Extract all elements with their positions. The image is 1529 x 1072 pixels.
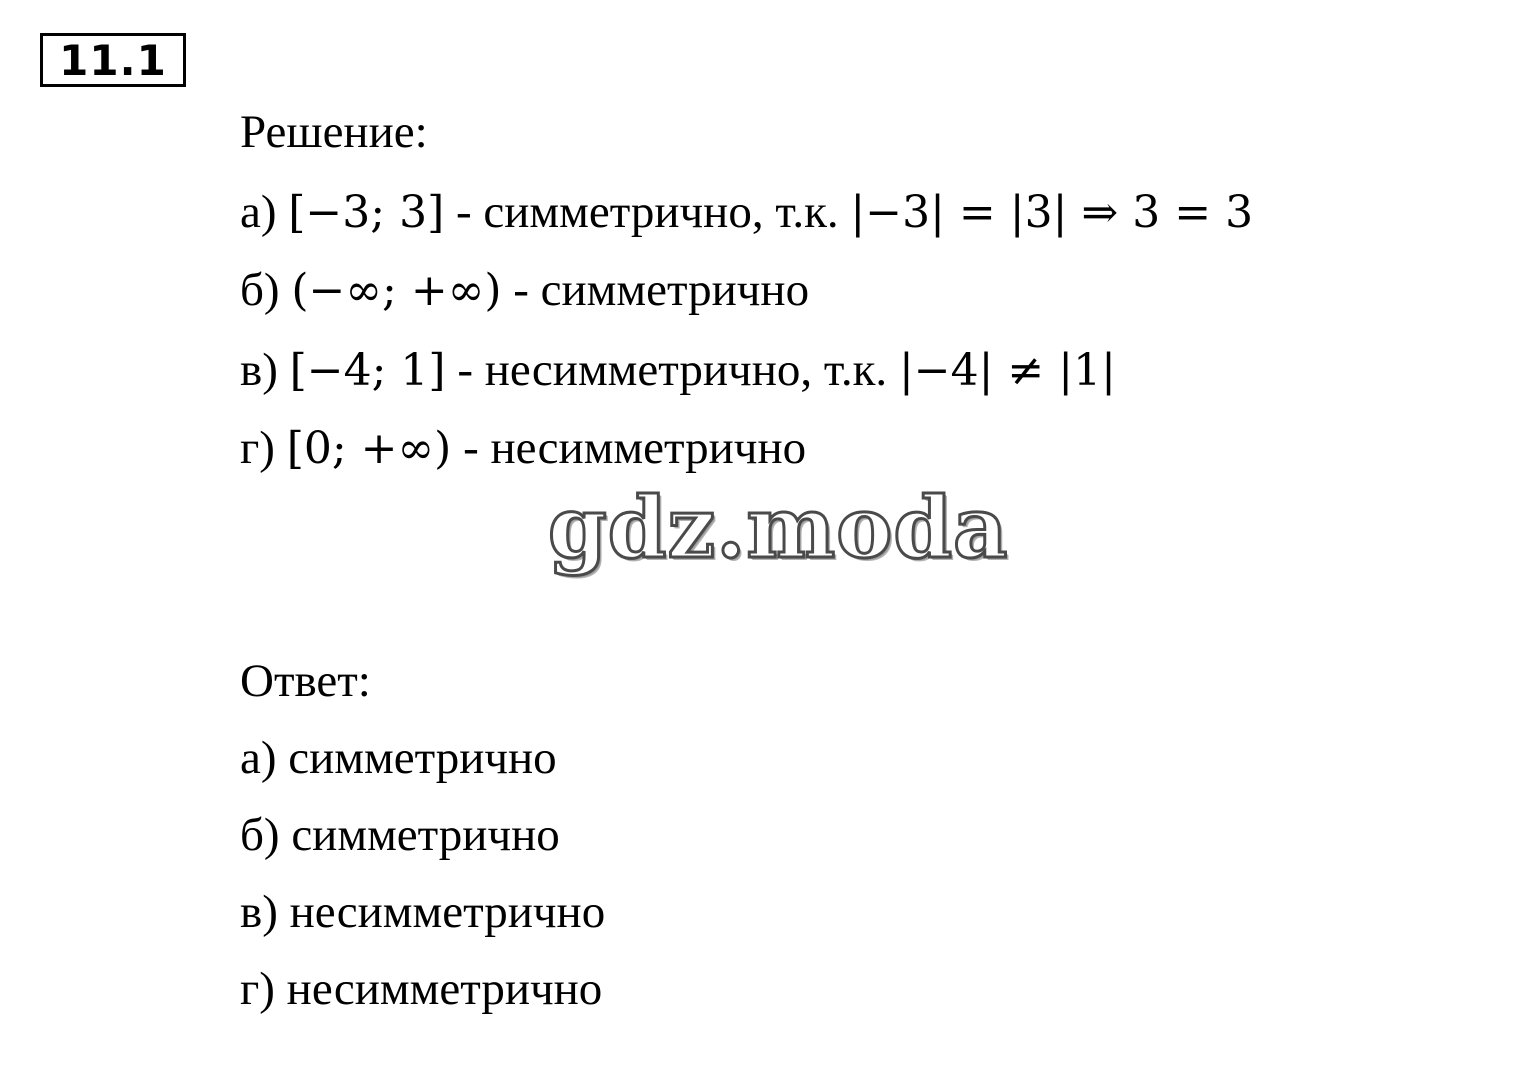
item-text: - несимметрично, т.к.	[445, 344, 899, 396]
interval: (−∞; +∞)	[291, 265, 502, 316]
solution-heading: Решение:	[240, 106, 428, 158]
interval: [−3; 3]	[288, 187, 445, 238]
item-label: а)	[240, 186, 277, 238]
answer-item-a: а) симметрично	[240, 732, 557, 784]
answer-heading: Ответ:	[240, 655, 371, 707]
solution-item-a	[240, 182, 1253, 243]
item-label: в)	[240, 344, 278, 396]
problem-number: 11.1	[59, 35, 167, 85]
interval: [0; +∞)	[286, 423, 452, 474]
item-label: г)	[240, 422, 275, 474]
problem-number-box	[40, 33, 186, 87]
answer-item-d: г) несимметрично	[240, 963, 603, 1015]
interval: [−4; 1]	[289, 345, 446, 396]
answer-item-b: б) симметрично	[240, 809, 560, 861]
math-expression: |−4| ≠ |1|	[898, 345, 1116, 396]
solution-item-c	[240, 340, 1116, 401]
answer-item-c: в) несимметрично	[240, 886, 606, 938]
solution-item-d	[240, 418, 806, 479]
math-expression: |−3| = |3| ⇒ 3 = 3	[850, 187, 1254, 238]
item-text: - симметрично, т.к.	[444, 186, 851, 238]
item-text: - несимметрично	[451, 422, 807, 474]
watermark-logo: gdz.moda	[548, 478, 1009, 577]
item-text: - симметрично	[501, 264, 810, 316]
solution-item-b	[240, 260, 809, 321]
item-label: б)	[240, 264, 280, 316]
